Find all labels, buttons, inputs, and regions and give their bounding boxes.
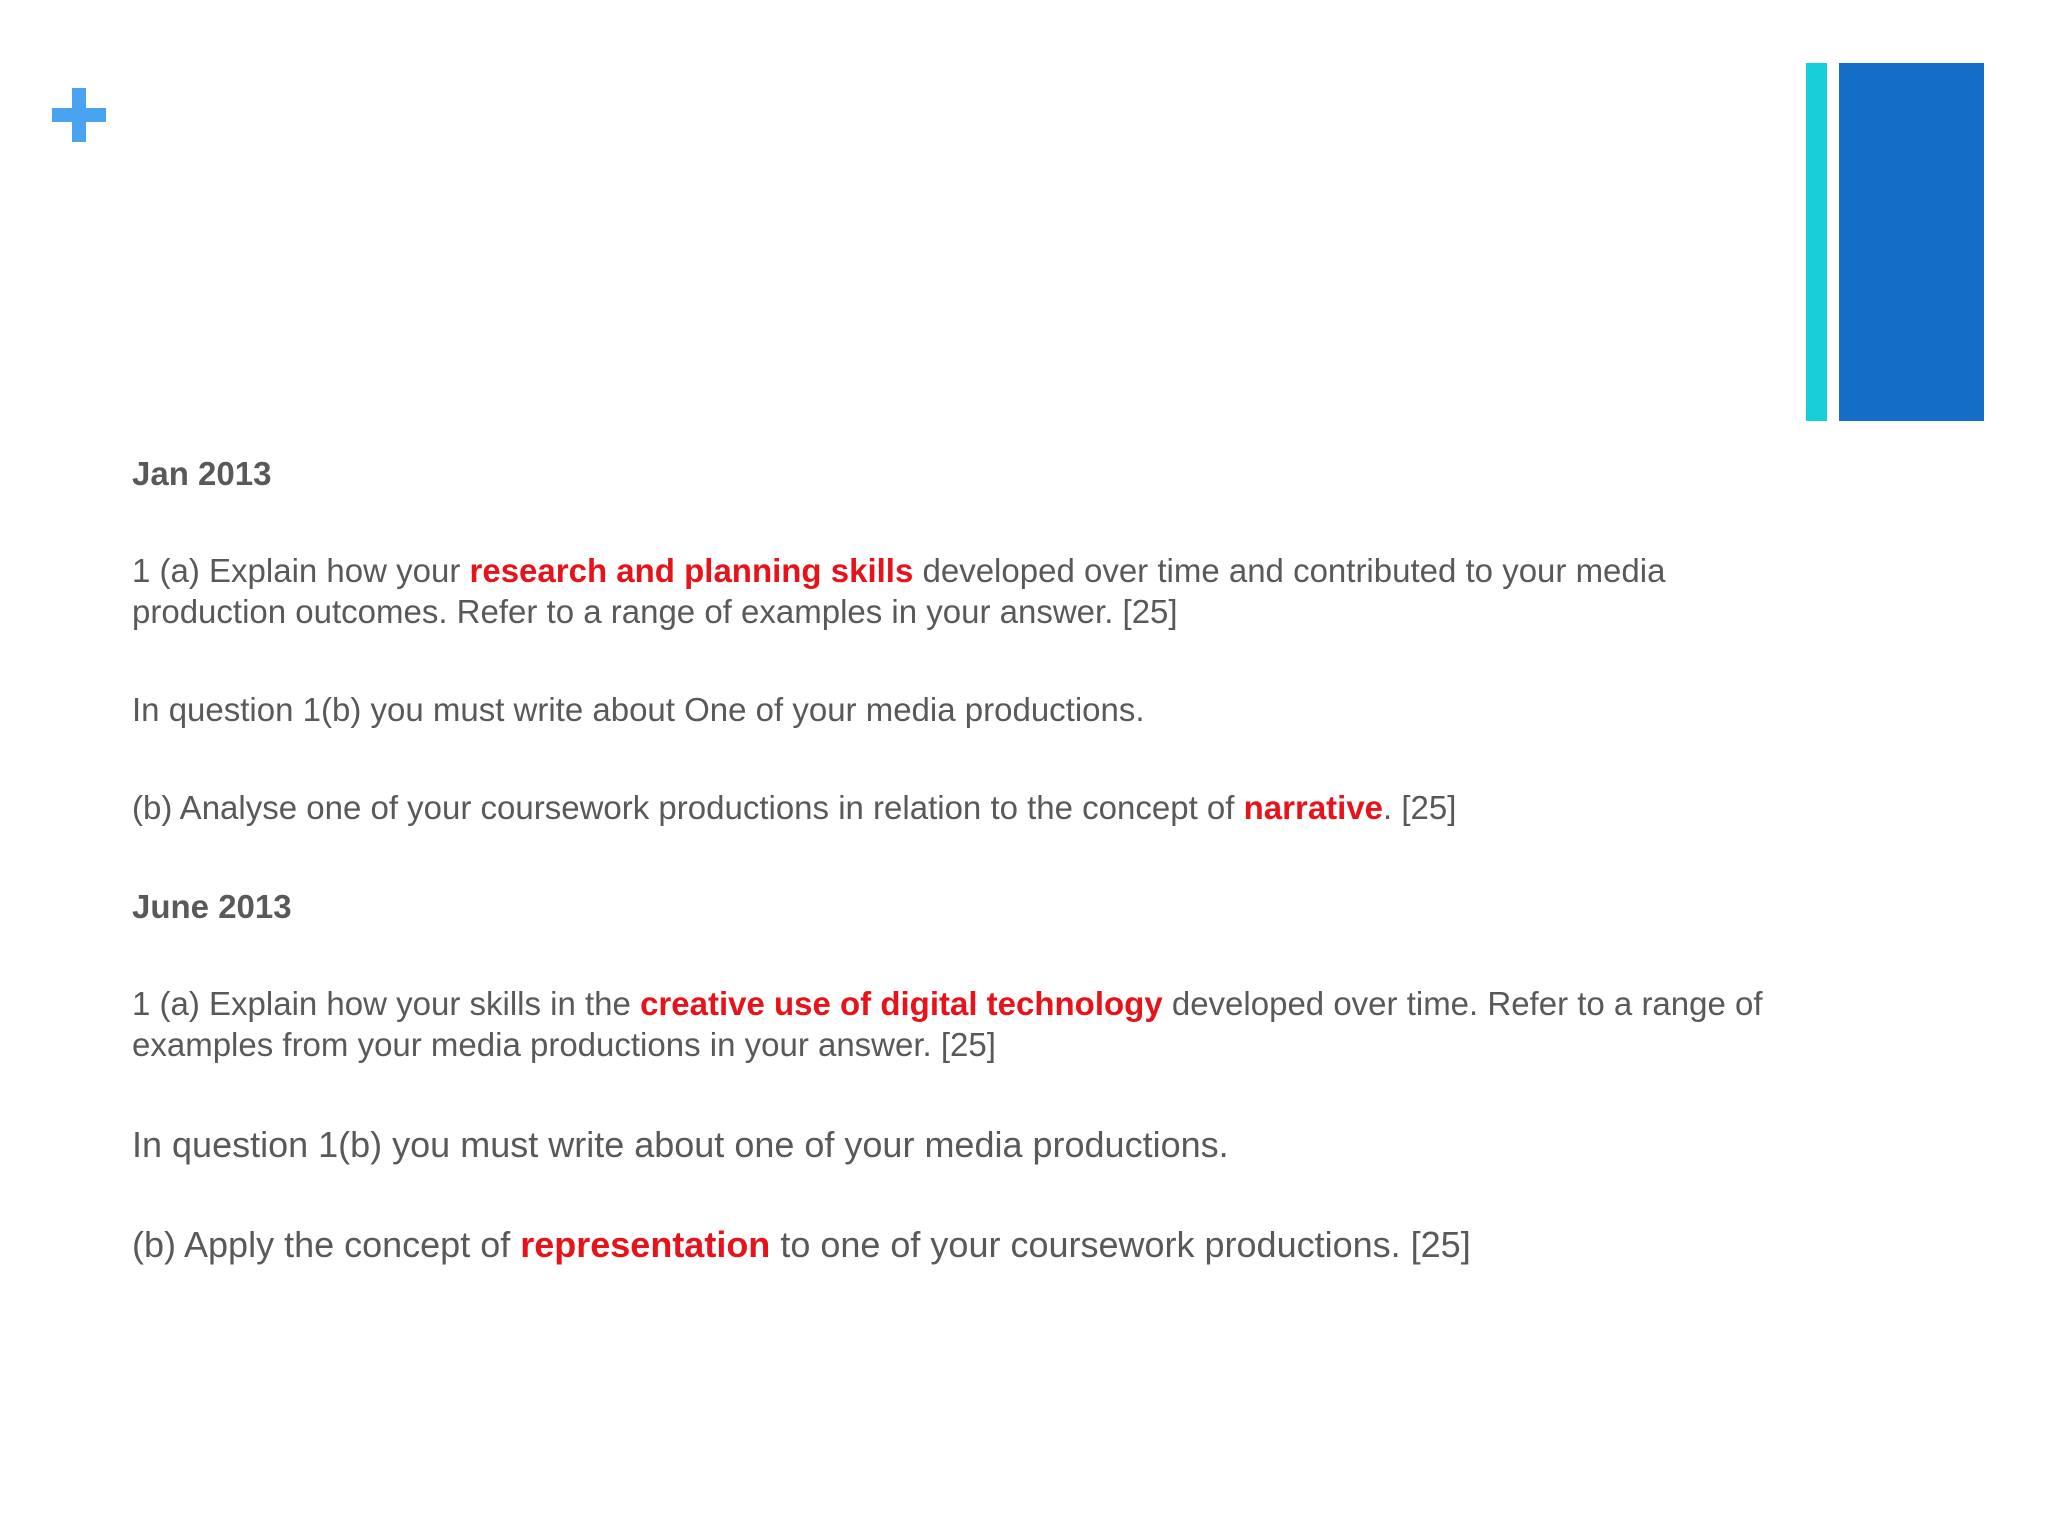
- jan-question-1b-pre: (b) Analyse one of your coursework productions in relation to the concept of: [132, 789, 1244, 826]
- june-question-1a: [132, 983, 1832, 1065]
- jan-question-1b: [132, 787, 1832, 828]
- jan-instruction: In question 1(b) you must write about One of your media productions.: [132, 691, 1145, 728]
- plus-icon: [52, 88, 106, 142]
- jan-question-1a-highlight: research and planning skills: [469, 552, 914, 589]
- june-question-1a-pre: 1 (a) Explain how your skills in the: [132, 985, 641, 1022]
- june-question-1a-highlight: creative use of digital technology: [640, 985, 1163, 1022]
- slide-content: [132, 452, 1832, 1322]
- plus-icon-vertical-bar: [72, 88, 86, 142]
- june-question-1b-highlight: representation: [520, 1224, 771, 1265]
- june-question-1b-pre: (b) Apply the concept of: [132, 1224, 521, 1265]
- june-instruction: In question 1(b) you must write about one of your media productions.: [132, 1124, 1229, 1165]
- jan-question-1a: [132, 550, 1732, 632]
- jan-question-1a-pre: 1 (a) Explain how your: [132, 552, 470, 589]
- jan-2013-heading: Jan 2013: [132, 455, 272, 492]
- june-question-1a-post: developed over time. Refer to a range of examples from your media productions in your answer. [25]: [132, 985, 1763, 1063]
- june-question-1b: [132, 1222, 1832, 1268]
- jan-question-1a-post: developed over time and contributed to your media production outcomes. Refer to a range of examples in your answer. [25]: [132, 552, 1666, 630]
- jan-question-1b-post: . [25]: [1383, 789, 1457, 826]
- june-2013-heading: June 2013: [132, 888, 292, 925]
- accent-bar-wide: [1839, 63, 1984, 421]
- accent-bar-thin: [1806, 63, 1827, 421]
- jan-question-1b-highlight: narrative: [1243, 789, 1384, 826]
- june-question-1b-post: to one of your coursework productions. [25]: [770, 1224, 1471, 1265]
